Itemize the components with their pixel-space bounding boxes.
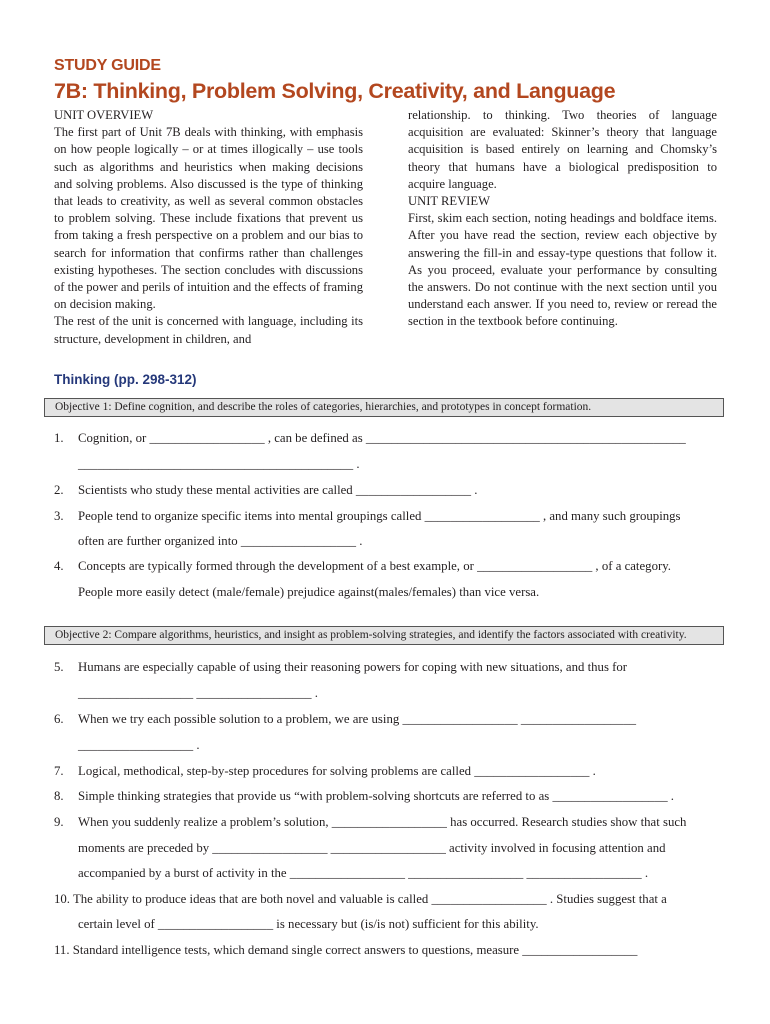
question-number: 10. <box>54 892 70 906</box>
question-5 <box>54 659 734 675</box>
question-4-continued <box>78 584 758 600</box>
question-text: Concepts are typically formed through the development of a best example, or __________________ , of a category. <box>78 559 671 573</box>
question-text: When you suddenly realize a problem’s solution, __________________ has occurred. Research studies show that such <box>78 815 687 829</box>
question-number: 8. <box>54 789 64 803</box>
question-text: People tend to organize specific items into mental groupings called __________________ , and many such groupings <box>78 509 681 523</box>
question-2 <box>54 482 734 498</box>
question-text: certain level of __________________ is necessary but (is/is not) sufficient for this ability. <box>78 917 539 931</box>
question-text: often are further organized into __________________ . <box>78 534 363 548</box>
question-text: accompanied by a burst of activity in the __________________ __________________ __________________ . <box>78 866 649 880</box>
question-text: When we try each possible solution to a problem, we are using __________________ __________________ <box>78 712 637 726</box>
question-number: 11. <box>54 943 70 957</box>
question-8 <box>54 788 734 804</box>
question-text: __________________ . <box>78 738 200 752</box>
question-4 <box>54 558 734 574</box>
overview-left-column <box>54 107 363 348</box>
unit-review-heading: UNIT REVIEW <box>408 194 490 209</box>
question-6 <box>54 711 734 727</box>
question-number: 5. <box>54 660 64 674</box>
question-1 <box>54 430 734 446</box>
question-text: ___________________________________________ . <box>78 457 360 471</box>
question-5-continued <box>78 685 758 701</box>
question-10 <box>54 891 734 907</box>
question-10-continued <box>78 916 758 932</box>
question-7 <box>54 763 734 779</box>
question-text: Scientists who study these mental activities are called __________________ . <box>78 483 478 497</box>
unit-overview-heading: UNIT OVERVIEW <box>54 108 154 122</box>
question-text: Cognition, or __________________ , can be defined as __________________________________________________ <box>78 431 686 445</box>
question-text: Logical, methodical, step-by-step procedures for solving problems are called __________________ . <box>78 764 596 778</box>
unit-title: 7B: Thinking, Problem Solving, Creativity, and Language <box>54 79 616 103</box>
question-3-continued <box>78 533 758 549</box>
question-11 <box>54 942 734 958</box>
question-1-continued <box>78 456 758 472</box>
overview-right-column <box>408 107 717 331</box>
study-guide-label: STUDY GUIDE <box>54 57 161 74</box>
question-9 <box>54 814 734 830</box>
question-text: __________________ __________________ . <box>78 686 318 700</box>
question-text: Simple thinking strategies that provide us “with problem-solving shortcuts are referred to as __________________ . <box>78 789 675 803</box>
objective-box: Objective 2: Compare algorithms, heuristics, and insight as problem-solving strategies, and identify the factors associated with creativity. <box>44 626 724 645</box>
question-text: Humans are especially capable of using their reasoning powers for coping with new situations, and thus for <box>78 660 628 674</box>
question-3 <box>54 508 734 524</box>
question-number: 7. <box>54 764 64 778</box>
question-9-continued <box>78 865 758 881</box>
question-9-continued <box>78 840 758 856</box>
question-text: The ability to produce ideas that are both novel and valuable is called __________________ . Studies suggest that a <box>72 892 667 906</box>
question-number: 2. <box>54 483 64 497</box>
overview-paragraph: The first part of Unit 7B deals with thinking, with emphasis on how people logically – or at times illogically – use tools such as algorithms and heuristics when making decisions and solving problems. Also discussed is the type of thinking that leads to creativity, as well as several common obstacles to problem solving. These include fixations that prevent us from taking a fresh perspective on a problem and our bias to search for information that confirms rather than challenges existing hypotheses. The section concludes with discussions of the power and perils of intuition and the effects of framing on decision making. <box>54 125 363 312</box>
question-text: People more easily detect (male/female) prejudice against(males/females) than vice versa. <box>78 585 540 599</box>
question-number: 9. <box>54 815 64 829</box>
question-number: 4. <box>54 559 64 573</box>
overview-paragraph: The rest of the unit is concerned with language, including its structure, development in children, and <box>54 314 363 346</box>
overview-paragraph: relationship. to thinking. Two theories of language acquisition are evaluated: Skinner’s theory that language acquisition is based entirely on learning and Chomsky’s theory that humans have a biological predisposition to acquire language. <box>408 108 717 191</box>
question-text: moments are preceded by __________________ __________________ activity involved in focusing attention and <box>78 841 666 855</box>
section-heading-thinking: Thinking (pp. 298-312) <box>54 372 197 387</box>
question-6-continued <box>78 737 758 753</box>
question-number: 3. <box>54 509 64 523</box>
question-text: Standard intelligence tests, which demand single correct answers to questions, measure __________________ <box>72 943 638 957</box>
objective-box: Objective 1: Define cognition, and describe the roles of categories, hierarchies, and prototypes in concept formation. <box>44 398 724 417</box>
question-number: 1. <box>54 431 64 445</box>
review-paragraph: First, skim each section, noting headings and boldface items. After you have read the section, review each objective by answering the fill-in and essay-type questions that follow it. As you proceed, evaluate your performance by consulting the answers. Do not continue with the next section until you understand each answer. If you need to, review or reread the section in the textbook before continuing. <box>408 211 717 329</box>
question-number: 6. <box>54 712 64 726</box>
